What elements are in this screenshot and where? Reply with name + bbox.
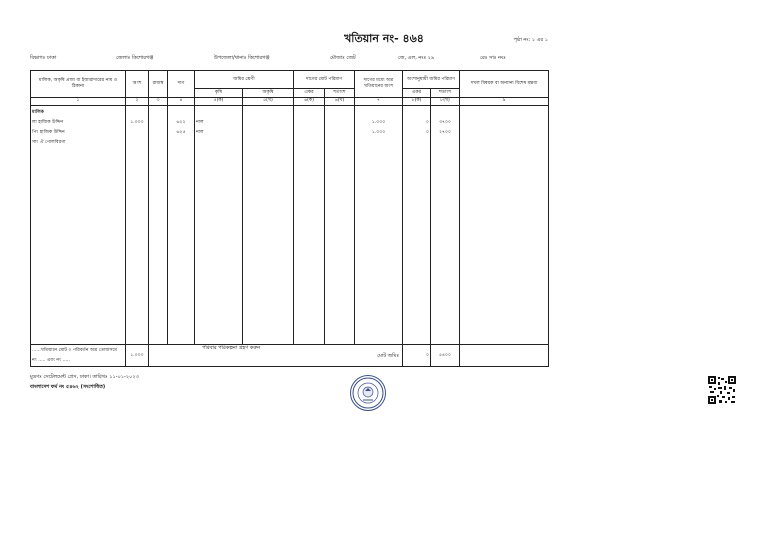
footer-row — [31, 345, 549, 367]
footer-total-ekor: ০ — [403, 345, 431, 367]
meta-district: জেলাঃ কিশোরগঞ্জ — [116, 55, 154, 61]
dag-value: ৬২৫ — [176, 130, 186, 135]
sub-akrishi: অকৃষি — [243, 89, 294, 98]
footer-instruction-cell — [149, 345, 403, 367]
shotangsho-value: ২৭০০ — [439, 130, 452, 135]
footer-note-line2: নং ..... এবং নং ..... — [32, 357, 70, 363]
header-revenue: রাজস্ব — [149, 71, 168, 98]
sub-krishi: কৃষি — [195, 89, 243, 98]
col-num-5a: ৫(ক) — [195, 97, 243, 106]
land-class-value: নাল — [196, 130, 204, 135]
dag-cell — [168, 106, 195, 345]
dag-share-value: ১.০০০ — [371, 120, 386, 125]
footnote-printed: মুদ্রণঃ সেটেলমেন্ট প্রেস, ঢাকা। তারিখঃ ১১-০১-২০২৩ — [30, 374, 139, 380]
col-num-5b: ৫(খ) — [243, 97, 294, 106]
col-num-8b: ৮(খ) — [431, 97, 460, 106]
footer-note-line1: ......খতিয়ানে মোট ০ পরিবর্তন অত্র তোজসমে — [32, 347, 117, 353]
header-dag-share: দাগের মধ্যে অত্র খতিয়ানের অংশ — [355, 71, 403, 98]
prop-ekor-cell — [403, 106, 431, 345]
footer-note — [31, 345, 126, 367]
owner-line: পিং হাজিক উদ্দিন — [32, 130, 65, 135]
government-seal-icon — [350, 375, 386, 411]
dag-share-cell — [355, 106, 403, 345]
footer-instruction: পরিবার পরিকল্পনা গ্রহণ করুন — [202, 345, 261, 351]
meta-jl-no: জে, এল, নংঃ ২৯ — [398, 55, 435, 61]
sub-ekor: একর — [294, 89, 325, 98]
col-num-4: ৪ — [168, 97, 195, 106]
header-row — [31, 71, 549, 89]
ekor-value: ০ — [426, 130, 430, 135]
footer-share-total: ১.০০০ — [126, 345, 149, 367]
col-num-3: ৩ — [149, 97, 168, 106]
header-total-area: দাগের মোট পরিমাণ — [294, 71, 355, 89]
header-share: অংশ — [126, 71, 149, 98]
col-num-6b: ৬(খ) — [325, 97, 355, 106]
footnote-form: বাংলাদেশ ফর্ম নং ৫৪৬২ (সংশোধিত) — [30, 384, 106, 390]
sub-ekor-2: একর — [403, 89, 431, 98]
dag-share-value: ১.০০০ — [371, 130, 386, 135]
khatian-table — [30, 70, 549, 367]
col-num-8a: ৮(ক) — [403, 97, 431, 106]
area-ekor-cell — [294, 106, 325, 345]
meta-mouza: মৌজাঃ জেট — [330, 55, 356, 61]
page-number: পৃষ্ঠা নং: ১ এর ১ — [513, 37, 548, 43]
share-cell — [126, 106, 149, 345]
owner-line: সাং ঐ পোলবিরগা — [32, 140, 66, 145]
header-land-class: জমির শ্রেণী — [195, 71, 294, 89]
footer-total-shotangsho: ৫৪০০ — [431, 345, 460, 367]
col-num-6a: ৬(ক) — [294, 97, 325, 106]
meta-division: বিভাগঃ ঢাকা — [30, 55, 57, 61]
shotangsho-value: ৩৭০০ — [439, 120, 452, 125]
col-num-9: ৯ — [460, 97, 549, 106]
header-proportional: অংশানুযায়ী জমির পরিমাণ — [403, 71, 460, 89]
col-num-7: ৭ — [355, 97, 403, 106]
header-owner: মালিক, অকৃষি প্রজা বা ইজারাদারের নাম ও ঠিকানা — [31, 71, 126, 98]
krishi-cell — [195, 106, 243, 345]
owner-heading: মালিক — [32, 110, 44, 115]
sub-shotangsho: শতাংশ — [325, 89, 355, 98]
footer-remarks — [460, 345, 549, 367]
meta-upazila: উপজেলা/থানাঃ কিশোরগঞ্জ — [214, 55, 270, 61]
qr-code-icon — [708, 376, 736, 404]
header-dag: দাগ — [168, 71, 195, 98]
share-value: ১.০০০ — [130, 120, 144, 125]
meta-rs-no: রেঃ সাঃ নংঃ — [480, 55, 506, 61]
col-num-2: ২ — [126, 97, 149, 106]
column-number-row — [31, 97, 549, 106]
area-shotangsho-cell — [325, 106, 355, 345]
land-class-value: নাল — [196, 120, 204, 125]
table-row — [31, 106, 549, 345]
owner-cell — [31, 106, 126, 345]
khatian-title: খতিয়ান নং- ৪৬৪ — [344, 32, 424, 45]
col-num-1: ১ — [31, 97, 126, 106]
remarks-cell — [460, 106, 549, 345]
dag-value: ৬২২ — [176, 120, 186, 125]
owner-line: লা হাজিক উদ্দিন — [32, 120, 64, 125]
header-remarks: দখল বিষয়ক বা অন্যান্য বিশেষ মন্তব্য — [460, 71, 549, 98]
footer-total-label: মোট জমিঃ — [377, 353, 400, 359]
prop-shotangsho-cell — [431, 106, 460, 345]
akrishi-cell — [243, 106, 294, 345]
revenue-cell — [149, 106, 168, 345]
ekor-value: ০ — [426, 120, 430, 125]
sub-shotangsho-2: শতাংশ — [431, 89, 460, 98]
